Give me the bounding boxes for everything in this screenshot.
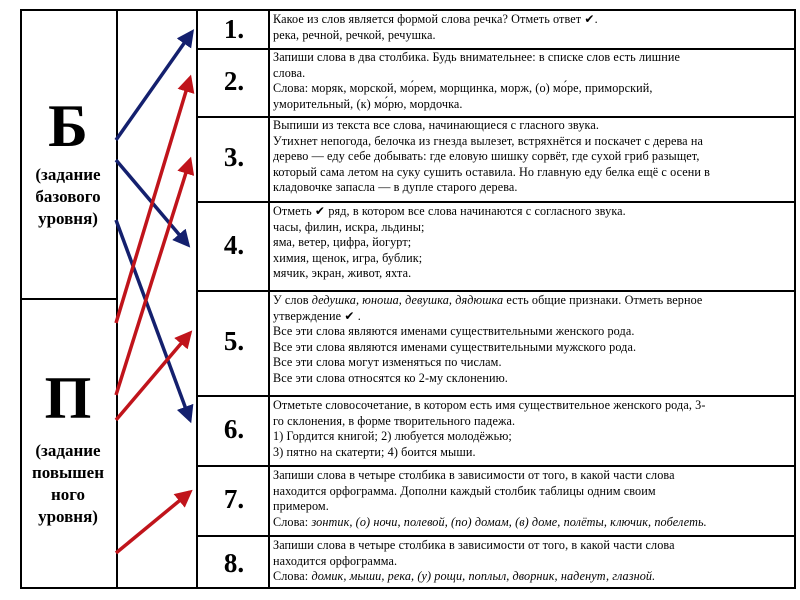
task-text-6	[273, 398, 793, 465]
task-line: находится орфограмма.	[273, 553, 398, 568]
task-line: 1) Гордится книгой; 2) любуется молодёжью;	[273, 429, 512, 443]
task-line: Отметь ✔ ряд, в котором все слова начинаются с согласного звука.	[273, 204, 626, 218]
row-divider	[196, 535, 796, 537]
task-line: 3) пятно на скатерти; 4) боится мыши.	[273, 444, 476, 459]
task-line: Все эти слова являются именами существительными женского рода.	[273, 324, 635, 338]
task-intro: У слов	[273, 293, 312, 307]
task-line: Все эти слова могут изменяться по числам.	[273, 355, 502, 369]
advanced-level-letter: П	[44, 365, 92, 431]
task-line: Запиши слова в четыре столбика в зависимости от того, в какой части слова	[273, 468, 675, 482]
row-divider	[196, 395, 796, 397]
task-text-4	[273, 204, 793, 290]
task-line: река, речной, речкой, речушка.	[273, 27, 436, 42]
task-text-2	[273, 50, 793, 116]
task-text-3	[273, 118, 793, 201]
task-line: часы, филин, искра, льдины;	[273, 219, 425, 234]
border-right	[794, 9, 796, 589]
advanced-level-note	[20, 440, 116, 528]
advanced-note-line: (задание	[35, 441, 101, 460]
advanced-note-line: ного	[50, 485, 86, 504]
basic-level-letter: Б	[48, 93, 88, 159]
task-line: Все эти слова являются именами существительными мужского рода.	[273, 339, 637, 354]
task-line: дерево — еду себе добывать: где еловую шишку сорвёт, где сухой гриб разыщет,	[273, 149, 700, 163]
task-number: 6.	[223, 414, 245, 444]
task-text-1	[273, 12, 793, 48]
words-label: Слова:	[273, 569, 312, 583]
task-number: 3.	[223, 142, 245, 172]
task-number: 1.	[223, 14, 245, 44]
task-number: 2.	[223, 66, 245, 96]
task-line: Выпиши из текста все слова, начинающиеся с гласного звука.	[273, 118, 600, 132]
task-line: утверждение ✔ .	[273, 308, 361, 323]
task-line: находится орфограмма. Дополни каждый столбик таблицы одним своим	[273, 483, 656, 498]
col-divider-3	[268, 9, 270, 589]
task-line: кладовочке запасла — в дупле старого дерева.	[273, 180, 518, 194]
task-line: Все эти слова относятся ко 2-му склонению.	[273, 370, 508, 385]
task-number: 4.	[223, 230, 245, 260]
task-line: который сама летом на суку сушить оставила. Но главную еду белка ещё с осени в	[273, 164, 710, 179]
row-divider	[196, 290, 796, 292]
task-line: го склонения, в форме творительного падежа.	[273, 413, 516, 428]
advanced-note-line: повышен	[31, 463, 105, 482]
task-line: примером.	[273, 499, 329, 513]
col-divider-2	[196, 9, 198, 589]
task-text-8	[273, 538, 793, 587]
task-line: Отметьте словосочетание, в котором есть имя существительное женского рода, 3-	[273, 398, 706, 412]
row-divider	[196, 201, 796, 203]
task-line: Слова: моряк, морской, мо́рем, морщинка, морж, (о) мо́ре, приморский,	[273, 81, 653, 95]
task-number: 8.	[223, 548, 245, 578]
task-line: уморительный, (к) мо́рю, мордочка.	[273, 96, 463, 111]
task-line: Какое из слов является формой слова речка? Отметь ответ ✔.	[273, 12, 598, 26]
task-line: Утихнет непогода, белочка из гнезда вылезет, встряхнётся и поскачет с дерева на	[273, 133, 703, 148]
border-bottom	[20, 587, 796, 589]
task-text-5	[273, 293, 793, 395]
task-line: Запиши слова в четыре столбика в зависимости от того, в какой части слова	[273, 538, 675, 552]
task-line	[273, 515, 793, 531]
level-divider	[20, 298, 118, 300]
task-line: яма, ветер, цифра, йогурт;	[273, 235, 412, 249]
advanced-note-line: уровня)	[38, 507, 98, 526]
words-label: Слова:	[273, 514, 312, 529]
row-divider	[196, 465, 796, 467]
task-line	[273, 569, 793, 585]
basic-level-note	[20, 164, 116, 230]
task-line	[273, 293, 793, 309]
basic-note-line: уровня)	[38, 209, 98, 228]
task-line: слова.	[273, 65, 306, 80]
basic-note-line: (задание	[35, 165, 101, 184]
basic-note-line: базового	[35, 187, 101, 206]
task-words: дедушка, юноша, девушка, дядюшка	[311, 293, 504, 307]
task-words: домик, мыши, река, (у) рощи, поплыл, дворник, наденут, глазной.	[311, 569, 656, 583]
task-line: химия, щенок, игра, бублик;	[273, 250, 423, 265]
task-line: Запиши слова в два столбика. Будь внимательнее: в списке слов есть лишние	[273, 50, 681, 64]
task-line: мячик, экран, живот, яхта.	[273, 266, 412, 280]
task-words: зонтик, (о) ночи, полевой, (по) домам, (в) доме, полёты, ключик, побелеть.	[311, 514, 707, 529]
task-intro-end: есть общие признаки. Отметь верное	[503, 293, 703, 307]
task-text-7	[273, 468, 793, 535]
border-top	[20, 9, 796, 11]
task-number: 5.	[223, 326, 245, 356]
task-number: 7.	[223, 484, 245, 514]
